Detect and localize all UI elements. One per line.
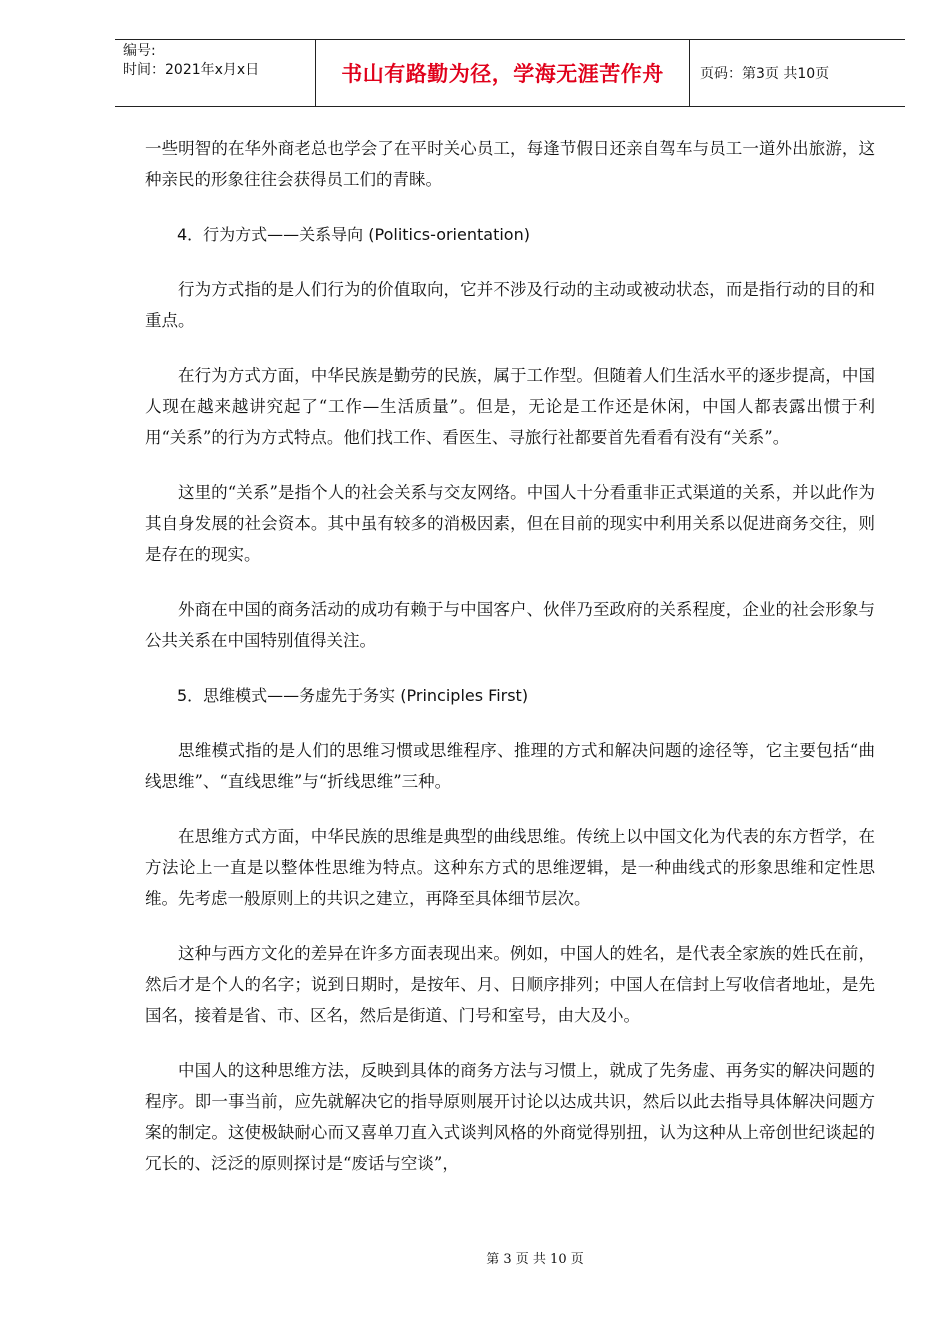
page-footer: 第 3 页 共 10 页 xyxy=(486,1252,584,1267)
header-page-info: 页码：第3页 共10页 xyxy=(700,66,830,82)
paragraph: 一些明智的在华外商老总也学会了在平时关心员工，每逢节假日还亲自驾车与员工一道外出旅游，这种亲民的形象往往会获得员工们的青睐。 xyxy=(145,139,875,189)
document-time-label: 时间：2021年x月x日 xyxy=(123,62,260,78)
paragraph: 思维模式指的是人们的思维习惯或思维程序、推理的方式和解决问题的途径等，它主要包括“曲线思维”、“直线思维”与“折线思维”三种。 xyxy=(145,741,875,791)
paragraph: 中国人的这种思维方法，反映到具体的商务方法与习惯上，就成了先务虚、再务实的解决问题的程序。即一事当前，应先就解决它的指导原则展开讨论以达成共识，然后以此去指导具体解决问题方案的制定。这使极缺耐心而又喜单刀直入式谈判风格的外商觉得别扭，认为这种从上帝创世纪谈起的冗长的、泛泛的原则探讨是“废话与空谈”， xyxy=(145,1061,875,1173)
header-meta-cell xyxy=(115,40,316,106)
section-heading: 5．思维模式——务虚先于务实 (Principles First) xyxy=(177,686,529,705)
paragraph: 在思维方式方面，中华民族的思维是典型的曲线思维。传统上以中国文化为代表的东方哲学，在方法论上一直是以整体性思维为特点。这种东方式的思维逻辑，是一种曲线式的形象思维和定性思维。先考虑一般原则上的共识之建立，再降至具体细节层次。 xyxy=(145,827,875,908)
header-motto: 书山有路勤为径，学海无涯苦作舟 xyxy=(316,40,690,106)
paragraph: 外商在中国的商务活动的成功有赖于与中国客户、伙伴乃至政府的关系程度，企业的社会形象与公共关系在中国特别值得关注。 xyxy=(145,600,875,650)
document-number-label: 编号: xyxy=(123,43,156,59)
paragraph: 这里的“关系”是指个人的社会关系与交友网络。中国人十分看重非正式渠道的关系，并以此作为其自身发展的社会资本。其中虽有较多的消极因素，但在目前的现实中利用关系以促进商务交往，则是存在的现实。 xyxy=(145,483,875,564)
paragraph: 在行为方式方面，中华民族是勤劳的民族，属于工作型。但随着人们生活水平的逐步提高，中国人现在越来越讲究起了“工作—生活质量”。但是，无论是工作还是休闲，中国人都表露出惯于利用“关系”的行为方式特点。他们找工作、看医生、寻旅行社都要首先看看有没有“关系”。 xyxy=(145,366,875,447)
section-heading: 4．行为方式——关系导向 (Politics-orientation) xyxy=(177,225,530,244)
page-header xyxy=(115,39,905,107)
paragraph: 这种与西方文化的差异在许多方面表现出来。例如，中国人的姓名，是代表全家族的姓氏在前，然后才是个人的名字；说到日期时，是按年、月、日顺序排列；中国人在信封上写收信者地址，是先国名，接着是省、市、区名，然后是街道、门号和室号，由大及小。 xyxy=(145,944,875,1025)
paragraph: 行为方式指的是人们行为的价值取向，它并不涉及行动的主动或被动状态，而是指行动的目的和重点。 xyxy=(145,280,875,330)
document-body xyxy=(145,133,875,1203)
